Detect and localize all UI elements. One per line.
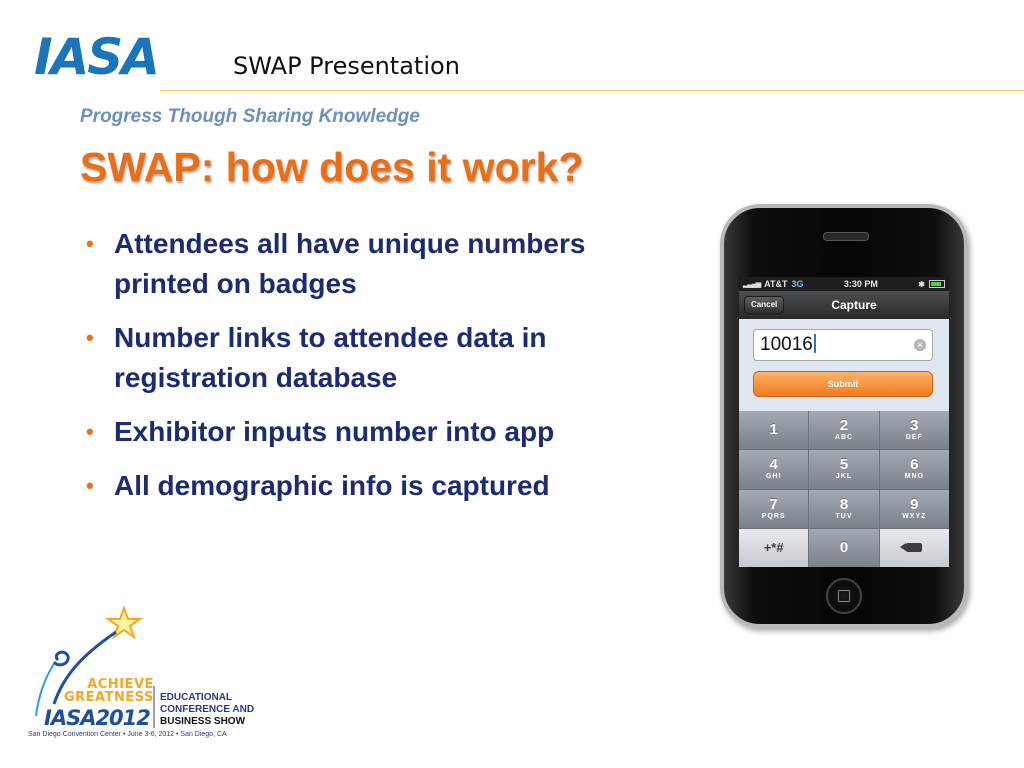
phone-image	[720, 204, 968, 628]
iasa-logo-text: IASA	[34, 28, 159, 78]
status-bar	[739, 277, 949, 291]
bullet-item	[86, 466, 676, 506]
key-7[interactable]: 7 PQRS	[739, 490, 808, 528]
bullet-text: Exhibitor inputs number into app	[114, 416, 555, 447]
key-symbols[interactable]: +*#	[739, 529, 808, 567]
bullet-text: Number links to attendee data in registration database	[114, 322, 547, 393]
bullet-text: All demographic info is captured	[114, 470, 550, 501]
key-5[interactable]: 5 JKL	[809, 450, 878, 488]
conference-mark: IASA2012	[44, 706, 150, 730]
key-4[interactable]: 4 GHI	[739, 450, 808, 488]
conference-footer: San Diego Convention Center • June 3-6, 2012 • San Diego, CA	[28, 731, 227, 738]
key-backspace[interactable]	[880, 529, 949, 567]
bullet-item	[86, 412, 676, 452]
bullet-marker-icon: •	[86, 231, 94, 256]
numeric-keypad	[739, 411, 949, 567]
badge-number-field[interactable]	[753, 329, 933, 361]
key-0[interactable]: 0	[809, 529, 878, 567]
clear-circle-icon[interactable]: ✕	[914, 339, 926, 351]
bullet-text: Attendees all have unique numbers printed on badges	[114, 228, 586, 299]
phone-screen	[739, 277, 949, 567]
key-2[interactable]: 2 ABC	[809, 411, 878, 449]
nav-title: Capture	[831, 298, 877, 312]
key-9[interactable]: 9 WXYZ	[880, 490, 949, 528]
deck-title: SWAP Presentation	[233, 52, 460, 80]
home-button	[826, 578, 862, 614]
network-label: 3G	[791, 279, 804, 289]
conference-slogan: ACHIEVE GREATNESS	[64, 677, 154, 705]
key-3[interactable]: 3 DEF	[880, 411, 949, 449]
key-8[interactable]: 8 TUV	[809, 490, 878, 528]
key-1[interactable]: 1	[739, 411, 808, 449]
bullet-marker-icon: •	[86, 473, 94, 498]
carrier-label: AT&T	[764, 279, 788, 289]
tagline: Progress Though Sharing Knowledge	[80, 106, 420, 127]
conference-event-name: EDUCATIONAL CONFERENCE AND BUSINESS SHOW	[160, 692, 255, 727]
badge-number-value: 10016	[760, 334, 816, 356]
text-caret	[814, 334, 816, 353]
signal-bars-icon: ▂▃▄▅	[743, 281, 761, 288]
header-divider	[160, 90, 1024, 91]
bullet-item	[86, 318, 676, 398]
phone-earpiece	[823, 232, 869, 241]
bullet-list	[86, 224, 676, 520]
status-time: 3:30 PM	[843, 279, 878, 289]
capture-form	[739, 319, 949, 411]
bluetooth-icon: ✱	[918, 279, 925, 289]
bullet-marker-icon: •	[86, 419, 94, 444]
bullet-item	[86, 224, 676, 304]
cancel-button[interactable]: Cancel	[744, 296, 784, 314]
nav-bar	[739, 291, 949, 319]
submit-button[interactable]: Submit	[753, 371, 933, 397]
key-6[interactable]: 6 MNO	[880, 450, 949, 488]
bullet-marker-icon: •	[86, 325, 94, 350]
backspace-icon	[906, 543, 922, 552]
battery-icon	[929, 280, 945, 288]
iasa-logo	[34, 28, 188, 78]
slide-title: SWAP: how does it work?	[80, 144, 584, 190]
